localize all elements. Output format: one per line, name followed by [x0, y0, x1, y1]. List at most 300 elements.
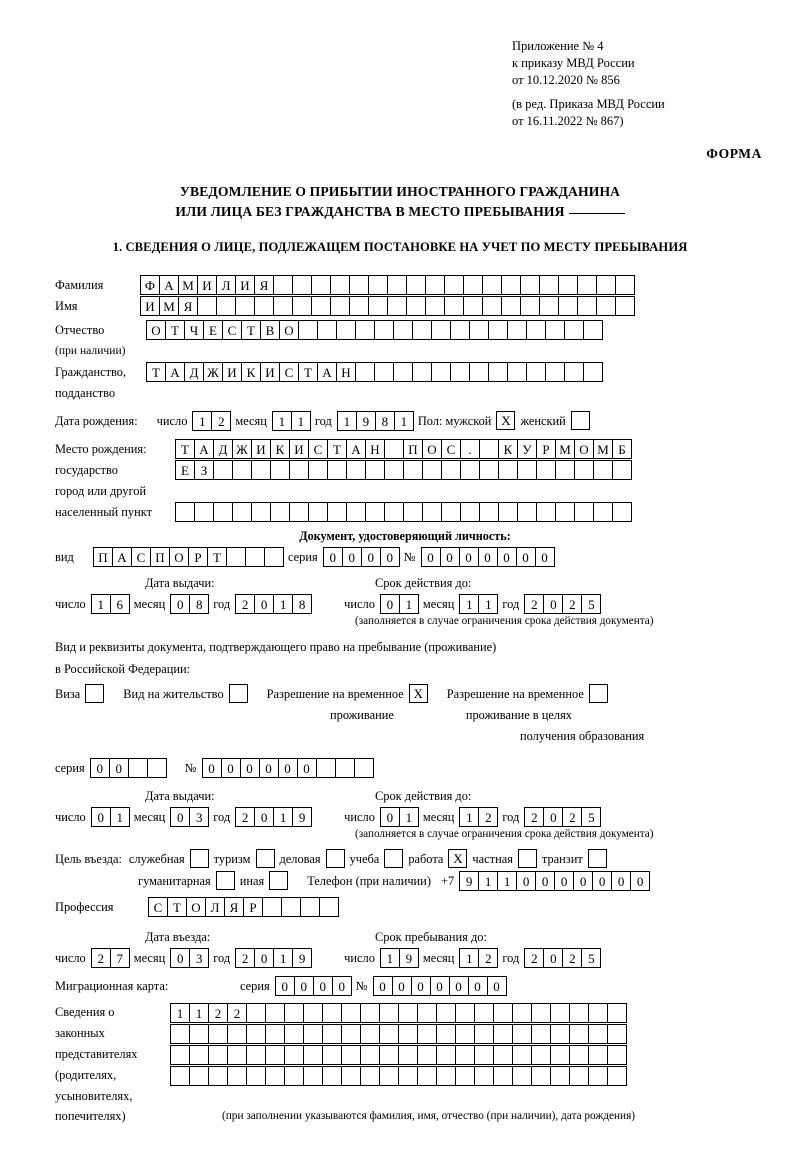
char-cell[interactable]: [341, 1024, 361, 1044]
char-cell[interactable]: [450, 320, 470, 340]
char-cell[interactable]: 0: [380, 594, 400, 614]
char-cell[interactable]: [474, 1003, 494, 1023]
char-cell[interactable]: [270, 502, 290, 522]
char-cell[interactable]: О: [146, 320, 166, 340]
char-cell[interactable]: Л: [205, 897, 225, 917]
char-cell[interactable]: [412, 320, 432, 340]
char-cell[interactable]: 7: [110, 948, 130, 968]
char-cell[interactable]: 0: [516, 547, 536, 567]
char-cell[interactable]: [596, 275, 616, 295]
char-cell[interactable]: 0: [449, 976, 469, 996]
char-cell[interactable]: 0: [294, 976, 314, 996]
char-cell[interactable]: [284, 1045, 304, 1065]
char-cell[interactable]: [227, 1066, 247, 1086]
char-cell[interactable]: [316, 758, 336, 778]
identity-number-input[interactable]: [421, 547, 554, 567]
char-cell[interactable]: [469, 320, 489, 340]
char-cell[interactable]: [588, 1024, 608, 1044]
char-cell[interactable]: И: [251, 439, 271, 459]
permit-issue-month-input[interactable]: [170, 807, 208, 827]
char-cell[interactable]: 9: [399, 948, 419, 968]
char-cell[interactable]: 1: [273, 807, 293, 827]
char-cell[interactable]: [398, 1045, 418, 1065]
char-cell[interactable]: [398, 1003, 418, 1023]
char-cell[interactable]: [555, 460, 575, 480]
char-cell[interactable]: [412, 362, 432, 382]
purpose-item-4-checkbox[interactable]: X: [448, 849, 467, 868]
char-cell[interactable]: [245, 547, 265, 567]
stay-day-input[interactable]: [380, 948, 418, 968]
char-cell[interactable]: [498, 460, 518, 480]
representatives-input-row-1[interactable]: [170, 1003, 626, 1023]
char-cell[interactable]: [403, 460, 423, 480]
char-cell[interactable]: М: [178, 275, 198, 295]
char-cell[interactable]: [482, 275, 502, 295]
char-cell[interactable]: [450, 362, 470, 382]
char-cell[interactable]: 0: [170, 807, 190, 827]
char-cell[interactable]: Р: [188, 547, 208, 567]
char-cell[interactable]: 2: [562, 594, 582, 614]
char-cell[interactable]: 1: [273, 594, 293, 614]
sex-female-checkbox[interactable]: [571, 411, 590, 430]
char-cell[interactable]: [531, 1003, 551, 1023]
char-cell[interactable]: 0: [543, 594, 563, 614]
char-cell[interactable]: [545, 362, 565, 382]
char-cell[interactable]: О: [169, 547, 189, 567]
char-cell[interactable]: Т: [241, 320, 261, 340]
char-cell[interactable]: [422, 460, 442, 480]
char-cell[interactable]: 1: [478, 871, 498, 891]
char-cell[interactable]: Д: [184, 362, 204, 382]
char-cell[interactable]: [564, 320, 584, 340]
char-cell[interactable]: 0: [573, 871, 593, 891]
char-cell[interactable]: [493, 1003, 513, 1023]
permit-temporary-checkbox[interactable]: X: [409, 684, 428, 703]
char-cell[interactable]: 2: [235, 807, 255, 827]
char-cell[interactable]: 0: [109, 758, 129, 778]
char-cell[interactable]: Т: [146, 362, 166, 382]
char-cell[interactable]: 2: [478, 807, 498, 827]
char-cell[interactable]: [292, 296, 312, 316]
char-cell[interactable]: 1: [399, 594, 419, 614]
entry-month-input[interactable]: [170, 948, 208, 968]
char-cell[interactable]: [235, 296, 255, 316]
char-cell[interactable]: [583, 320, 603, 340]
char-cell[interactable]: Б: [612, 439, 632, 459]
char-cell[interactable]: 0: [543, 807, 563, 827]
identity-type-input[interactable]: [93, 547, 283, 567]
char-cell[interactable]: [346, 460, 366, 480]
char-cell[interactable]: 1: [273, 948, 293, 968]
char-cell[interactable]: 0: [90, 758, 110, 778]
char-cell[interactable]: О: [574, 439, 594, 459]
char-cell[interactable]: [588, 1003, 608, 1023]
char-cell[interactable]: 8: [189, 594, 209, 614]
representatives-input-row-2[interactable]: [170, 1024, 626, 1044]
char-cell[interactable]: [384, 460, 404, 480]
char-cell[interactable]: [349, 296, 369, 316]
permit-valid-month-input[interactable]: [459, 807, 497, 827]
representatives-input-row-4[interactable]: [170, 1066, 626, 1086]
char-cell[interactable]: [536, 502, 556, 522]
char-cell[interactable]: 1: [272, 411, 292, 431]
purpose-item-6-checkbox[interactable]: [588, 849, 607, 868]
char-cell[interactable]: К: [241, 362, 261, 382]
char-cell[interactable]: [170, 1045, 190, 1065]
char-cell[interactable]: 2: [524, 807, 544, 827]
char-cell[interactable]: Е: [203, 320, 223, 340]
char-cell[interactable]: [550, 1003, 570, 1023]
char-cell[interactable]: [531, 1066, 551, 1086]
char-cell[interactable]: [493, 1045, 513, 1065]
char-cell[interactable]: [558, 296, 578, 316]
char-cell[interactable]: [189, 1045, 209, 1065]
char-cell[interactable]: 0: [543, 948, 563, 968]
profession-input[interactable]: [148, 897, 338, 917]
char-cell[interactable]: [360, 1066, 380, 1086]
char-cell[interactable]: 0: [430, 976, 450, 996]
char-cell[interactable]: [189, 1024, 209, 1044]
char-cell[interactable]: [422, 502, 442, 522]
char-cell[interactable]: [284, 1024, 304, 1044]
char-cell[interactable]: [355, 320, 375, 340]
char-cell[interactable]: [488, 320, 508, 340]
char-cell[interactable]: [374, 320, 394, 340]
char-cell[interactable]: 0: [487, 976, 507, 996]
char-cell[interactable]: [175, 502, 195, 522]
char-cell[interactable]: [170, 1024, 190, 1044]
char-cell[interactable]: [431, 320, 451, 340]
char-cell[interactable]: [354, 758, 374, 778]
char-cell[interactable]: [368, 296, 388, 316]
char-cell[interactable]: 0: [380, 807, 400, 827]
char-cell[interactable]: [360, 1045, 380, 1065]
char-cell[interactable]: И: [260, 362, 280, 382]
char-cell[interactable]: [569, 1045, 589, 1065]
char-cell[interactable]: [520, 275, 540, 295]
char-cell[interactable]: [558, 275, 578, 295]
char-cell[interactable]: [482, 296, 502, 316]
char-cell[interactable]: Ж: [203, 362, 223, 382]
citizenship-input[interactable]: [146, 362, 602, 382]
permit-valid-day-input[interactable]: [380, 807, 418, 827]
char-cell[interactable]: [479, 460, 499, 480]
char-cell[interactable]: [303, 1066, 323, 1086]
char-cell[interactable]: 9: [292, 948, 312, 968]
identity-valid-day-input[interactable]: [380, 594, 418, 614]
char-cell[interactable]: [531, 1045, 551, 1065]
char-cell[interactable]: П: [93, 547, 113, 567]
char-cell[interactable]: Т: [165, 320, 185, 340]
char-cell[interactable]: 9: [292, 807, 312, 827]
char-cell[interactable]: [273, 296, 293, 316]
char-cell[interactable]: 1: [459, 807, 479, 827]
char-cell[interactable]: [436, 1003, 456, 1023]
char-cell[interactable]: [398, 1024, 418, 1044]
char-cell[interactable]: [612, 502, 632, 522]
char-cell[interactable]: 8: [292, 594, 312, 614]
char-cell[interactable]: 2: [227, 1003, 247, 1023]
char-cell[interactable]: 0: [202, 758, 222, 778]
char-cell[interactable]: Л: [216, 275, 236, 295]
char-cell[interactable]: [569, 1024, 589, 1044]
char-cell[interactable]: [335, 758, 355, 778]
char-cell[interactable]: И: [289, 439, 309, 459]
permit-number-input[interactable]: [202, 758, 373, 778]
purpose-item-0-checkbox[interactable]: [190, 849, 209, 868]
char-cell[interactable]: 0: [254, 807, 274, 827]
char-cell[interactable]: М: [159, 296, 179, 316]
char-cell[interactable]: [520, 296, 540, 316]
char-cell[interactable]: К: [498, 439, 518, 459]
char-cell[interactable]: [384, 439, 404, 459]
stay-year-input[interactable]: [524, 948, 600, 968]
char-cell[interactable]: [384, 502, 404, 522]
char-cell[interactable]: А: [194, 439, 214, 459]
char-cell[interactable]: С: [222, 320, 242, 340]
char-cell[interactable]: 6: [110, 594, 130, 614]
char-cell[interactable]: [577, 275, 597, 295]
char-cell[interactable]: [254, 296, 274, 316]
char-cell[interactable]: [517, 460, 537, 480]
birth-year-input[interactable]: [337, 411, 413, 431]
char-cell[interactable]: [526, 320, 546, 340]
char-cell[interactable]: [251, 460, 271, 480]
char-cell[interactable]: [128, 758, 148, 778]
char-cell[interactable]: 1: [459, 594, 479, 614]
char-cell[interactable]: [232, 460, 252, 480]
purpose-item2-1-checkbox[interactable]: [269, 871, 288, 890]
char-cell[interactable]: 3: [189, 807, 209, 827]
char-cell[interactable]: [417, 1024, 437, 1044]
char-cell[interactable]: [393, 362, 413, 382]
char-cell[interactable]: 0: [554, 871, 574, 891]
purpose-item2-0-checkbox[interactable]: [216, 871, 235, 890]
char-cell[interactable]: [512, 1066, 532, 1086]
char-cell[interactable]: [539, 296, 559, 316]
char-cell[interactable]: С: [279, 362, 299, 382]
char-cell[interactable]: 1: [189, 1003, 209, 1023]
char-cell[interactable]: 2: [562, 807, 582, 827]
char-cell[interactable]: 1: [478, 594, 498, 614]
char-cell[interactable]: [607, 1024, 627, 1044]
char-cell[interactable]: З: [194, 460, 214, 480]
char-cell[interactable]: 0: [221, 758, 241, 778]
char-cell[interactable]: [493, 1024, 513, 1044]
patronymic-input[interactable]: [146, 320, 602, 340]
char-cell[interactable]: 0: [380, 547, 400, 567]
char-cell[interactable]: Я: [178, 296, 198, 316]
char-cell[interactable]: 9: [356, 411, 376, 431]
char-cell[interactable]: [460, 460, 480, 480]
char-cell[interactable]: [246, 1066, 266, 1086]
char-cell[interactable]: 8: [375, 411, 395, 431]
migration-card-series-input[interactable]: [275, 976, 351, 996]
char-cell[interactable]: [289, 460, 309, 480]
char-cell[interactable]: 0: [516, 871, 536, 891]
char-cell[interactable]: [379, 1066, 399, 1086]
char-cell[interactable]: [311, 275, 331, 295]
entry-day-input[interactable]: [91, 948, 129, 968]
char-cell[interactable]: [403, 502, 423, 522]
char-cell[interactable]: [474, 1066, 494, 1086]
char-cell[interactable]: [322, 1003, 342, 1023]
char-cell[interactable]: 0: [630, 871, 650, 891]
char-cell[interactable]: [227, 1045, 247, 1065]
char-cell[interactable]: У: [517, 439, 537, 459]
char-cell[interactable]: [474, 1024, 494, 1044]
char-cell[interactable]: [322, 1045, 342, 1065]
stay-month-input[interactable]: [459, 948, 497, 968]
char-cell[interactable]: 0: [254, 594, 274, 614]
char-cell[interactable]: 2: [524, 594, 544, 614]
char-cell[interactable]: [607, 1045, 627, 1065]
char-cell[interactable]: [612, 460, 632, 480]
char-cell[interactable]: [583, 362, 603, 382]
char-cell[interactable]: [615, 296, 635, 316]
char-cell[interactable]: 1: [337, 411, 357, 431]
char-cell[interactable]: [539, 275, 559, 295]
char-cell[interactable]: 2: [235, 948, 255, 968]
char-cell[interactable]: .: [460, 439, 480, 459]
char-cell[interactable]: М: [555, 439, 575, 459]
char-cell[interactable]: [322, 1066, 342, 1086]
purpose-item-3-checkbox[interactable]: [384, 849, 403, 868]
char-cell[interactable]: 0: [392, 976, 412, 996]
char-cell[interactable]: 0: [421, 547, 441, 567]
char-cell[interactable]: И: [197, 275, 217, 295]
char-cell[interactable]: [536, 460, 556, 480]
char-cell[interactable]: [455, 1045, 475, 1065]
char-cell[interactable]: [317, 320, 337, 340]
char-cell[interactable]: [569, 1066, 589, 1086]
char-cell[interactable]: [444, 296, 464, 316]
char-cell[interactable]: [588, 1066, 608, 1086]
char-cell[interactable]: [368, 275, 388, 295]
char-cell[interactable]: А: [346, 439, 366, 459]
char-cell[interactable]: 1: [399, 807, 419, 827]
char-cell[interactable]: С: [441, 439, 461, 459]
identity-issue-month-input[interactable]: [170, 594, 208, 614]
char-cell[interactable]: Ж: [232, 439, 252, 459]
char-cell[interactable]: [574, 502, 594, 522]
char-cell[interactable]: Т: [207, 547, 227, 567]
char-cell[interactable]: [303, 1045, 323, 1065]
char-cell[interactable]: [327, 460, 347, 480]
char-cell[interactable]: [593, 502, 613, 522]
char-cell[interactable]: [417, 1045, 437, 1065]
char-cell[interactable]: 0: [170, 594, 190, 614]
char-cell[interactable]: Т: [175, 439, 195, 459]
permit-visa-checkbox[interactable]: [85, 684, 104, 703]
char-cell[interactable]: [512, 1045, 532, 1065]
char-cell[interactable]: [379, 1003, 399, 1023]
name-input[interactable]: [140, 296, 634, 316]
char-cell[interactable]: [265, 1024, 285, 1044]
char-cell[interactable]: [550, 1024, 570, 1044]
identity-valid-month-input[interactable]: [459, 594, 497, 614]
char-cell[interactable]: И: [235, 275, 255, 295]
char-cell[interactable]: Н: [336, 362, 356, 382]
char-cell[interactable]: [444, 275, 464, 295]
char-cell[interactable]: [327, 502, 347, 522]
char-cell[interactable]: [379, 1045, 399, 1065]
char-cell[interactable]: [330, 296, 350, 316]
char-cell[interactable]: И: [222, 362, 242, 382]
char-cell[interactable]: А: [165, 362, 185, 382]
char-cell[interactable]: [303, 1003, 323, 1023]
char-cell[interactable]: 0: [91, 807, 111, 827]
char-cell[interactable]: Е: [175, 460, 195, 480]
char-cell[interactable]: Т: [298, 362, 318, 382]
char-cell[interactable]: [406, 275, 426, 295]
char-cell[interactable]: 1: [380, 948, 400, 968]
birthplace-input-row-3[interactable]: [175, 502, 631, 522]
char-cell[interactable]: 9: [459, 871, 479, 891]
purpose-item-2-checkbox[interactable]: [326, 849, 345, 868]
char-cell[interactable]: А: [112, 547, 132, 567]
permit-issue-day-input[interactable]: [91, 807, 129, 827]
char-cell[interactable]: [507, 362, 527, 382]
char-cell[interactable]: [469, 362, 489, 382]
char-cell[interactable]: 0: [411, 976, 431, 996]
char-cell[interactable]: [360, 1024, 380, 1044]
char-cell[interactable]: [596, 296, 616, 316]
char-cell[interactable]: [300, 897, 320, 917]
char-cell[interactable]: К: [270, 439, 290, 459]
char-cell[interactable]: 0: [240, 758, 260, 778]
char-cell[interactable]: [227, 1024, 247, 1044]
char-cell[interactable]: 2: [91, 948, 111, 968]
char-cell[interactable]: [574, 460, 594, 480]
char-cell[interactable]: [455, 1003, 475, 1023]
char-cell[interactable]: 0: [535, 547, 555, 567]
char-cell[interactable]: 1: [394, 411, 414, 431]
char-cell[interactable]: [577, 296, 597, 316]
char-cell[interactable]: 0: [611, 871, 631, 891]
char-cell[interactable]: Ф: [140, 275, 160, 295]
char-cell[interactable]: [289, 502, 309, 522]
char-cell[interactable]: 1: [192, 411, 212, 431]
char-cell[interactable]: [455, 1066, 475, 1086]
char-cell[interactable]: [336, 320, 356, 340]
char-cell[interactable]: [393, 320, 413, 340]
char-cell[interactable]: [436, 1045, 456, 1065]
char-cell[interactable]: [264, 547, 284, 567]
char-cell[interactable]: [273, 275, 293, 295]
char-cell[interactable]: Я: [254, 275, 274, 295]
char-cell[interactable]: [341, 1003, 361, 1023]
char-cell[interactable]: Т: [167, 897, 187, 917]
char-cell[interactable]: [545, 320, 565, 340]
representatives-input-row-3[interactable]: [170, 1045, 626, 1065]
char-cell[interactable]: 0: [275, 976, 295, 996]
char-cell[interactable]: М: [593, 439, 613, 459]
char-cell[interactable]: [246, 1003, 266, 1023]
char-cell[interactable]: [341, 1045, 361, 1065]
permit-valid-year-input[interactable]: [524, 807, 600, 827]
char-cell[interactable]: 2: [235, 594, 255, 614]
char-cell[interactable]: [431, 362, 451, 382]
char-cell[interactable]: Н: [365, 439, 385, 459]
char-cell[interactable]: П: [150, 547, 170, 567]
char-cell[interactable]: 0: [254, 948, 274, 968]
char-cell[interactable]: [498, 502, 518, 522]
char-cell[interactable]: [501, 296, 521, 316]
char-cell[interactable]: [441, 460, 461, 480]
char-cell[interactable]: [501, 275, 521, 295]
char-cell[interactable]: [281, 897, 301, 917]
